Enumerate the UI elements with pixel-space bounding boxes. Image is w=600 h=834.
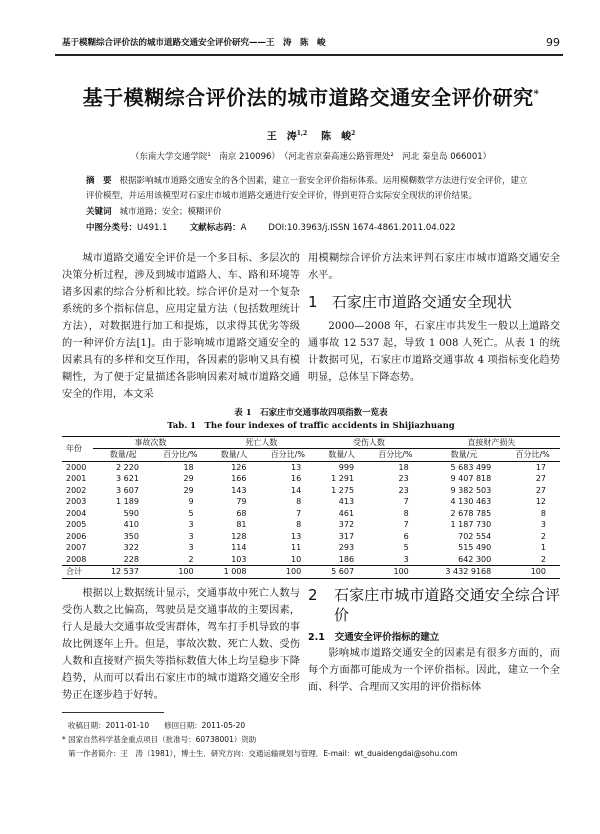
- table-cell: 999: [338, 462, 355, 472]
- total-cell: 100: [368, 566, 423, 579]
- table-cell: 413: [338, 497, 355, 507]
- total-cell: 3 432 9168: [423, 566, 506, 579]
- table-cell: 3 607: [116, 485, 139, 495]
- table-row: [62, 496, 560, 508]
- table-cell: 8: [403, 508, 409, 518]
- table-cell: 8: [296, 497, 302, 507]
- table-cell: 372: [338, 520, 355, 530]
- table-cell: 186: [338, 554, 355, 564]
- table-cell: 3: [403, 554, 409, 564]
- table-cell: 7: [403, 520, 409, 530]
- intro-paragraph-continued: 用模糊综合评价方法来评判石家庄市城市道路交通安全水平。: [308, 252, 560, 281]
- right-column-top: [308, 250, 560, 403]
- column-header: 百分比/%: [368, 449, 423, 462]
- doi: DOI:10.3963/j.ISSN 1674-4861.2011.04.022: [268, 222, 456, 233]
- year-cell: 2004: [66, 508, 87, 518]
- table-cell: 1 187 730: [450, 520, 492, 530]
- table-cell: 350: [123, 531, 139, 541]
- total-cell: 100: [505, 566, 560, 579]
- classification: [86, 221, 536, 236]
- table-caption: [62, 407, 560, 433]
- column-header: 数量/人: [208, 449, 261, 462]
- table-cell: 9 382 503: [450, 485, 492, 495]
- total-cell: 1 008: [208, 566, 261, 579]
- table-cell: 29: [183, 485, 194, 495]
- year-cell: 2006: [66, 531, 87, 541]
- footnote-dates: 收稿日期：2011-01-10 修回日期：2011-05-20: [68, 720, 246, 730]
- total-cell: 12 537: [93, 566, 152, 579]
- analysis-column: [62, 585, 300, 704]
- section-1-paragraph: 2000—2008 年，石家庄市共发生一般以上道路交通事故 12 537 起，导致 1 008 人死亡。从表 1 的统计数据可见，石家庄市道路交通事故 4 项指标变化趋势明显，总体呈下降态势。: [308, 320, 560, 383]
- section-1-heading: [308, 292, 560, 312]
- year-header: 年份: [62, 436, 93, 461]
- clc-label: 中图分类号：: [86, 222, 138, 233]
- column-header: 百分比/%: [505, 449, 560, 462]
- front-matter: [86, 174, 536, 236]
- year-cell: 2003: [66, 497, 87, 507]
- table-row: [62, 485, 560, 497]
- table-cell: 3: [188, 531, 194, 541]
- table-cell: 12: [535, 497, 546, 507]
- table-row: [62, 531, 560, 543]
- keywords: [86, 205, 536, 220]
- authors: [62, 127, 560, 144]
- table-cell: 13: [290, 462, 302, 472]
- table-cell: 2: [540, 531, 546, 541]
- year-cell: 2007: [66, 543, 87, 553]
- table-cell: 3: [540, 520, 546, 530]
- table-cell: 27: [535, 474, 546, 484]
- abstract-label: 摘 要: [86, 175, 112, 186]
- subsection-title: 交通安全评价指标的建立: [334, 631, 440, 643]
- author-affiliation-mark: 2: [351, 129, 356, 137]
- author-name: 王 涛: [266, 130, 297, 142]
- table-cell: 27: [535, 485, 546, 495]
- section-2-paragraph: 影响城市道路交通安全的因素是有很多方面的，而每个方面都可能成为一个评价指标。因此，建立一个全面、科学、合理而又实用的评价指标体: [308, 647, 560, 693]
- table-cell: 8: [540, 508, 546, 518]
- year-cell: 2008: [66, 554, 87, 564]
- section-2-heading: [308, 585, 560, 625]
- column-header: 数量/起: [93, 449, 152, 462]
- table-cell: 322: [123, 543, 139, 553]
- table-cell: 410: [123, 520, 139, 530]
- paper-title: [62, 82, 560, 111]
- year-cell: 2001: [66, 474, 87, 484]
- table-row: [62, 554, 560, 566]
- table-cell: 10: [290, 554, 302, 564]
- table-cell: 23: [398, 474, 409, 484]
- accident-table: [62, 436, 560, 579]
- column-header: 数量/元: [423, 449, 506, 462]
- year-cell: 2005: [66, 520, 87, 530]
- table-cell: 128: [231, 531, 247, 541]
- table-total-row: [62, 566, 560, 579]
- section-title: 石家庄市道路交通安全现状: [331, 292, 512, 311]
- table-cell: 317: [338, 531, 355, 541]
- total-cell: 5 607: [315, 566, 368, 579]
- table-cell: 2 678 785: [450, 508, 492, 518]
- table-cell: 68: [236, 508, 247, 518]
- clc-value: U491.1: [137, 222, 168, 233]
- intro-left-column: [62, 250, 300, 403]
- footnote-fund: * 国家自然科学基金重点项目（批准号：60738001）资助: [62, 734, 257, 744]
- table-cell: 7: [403, 497, 409, 507]
- section-number: 2: [308, 585, 318, 604]
- year-cell: 2002: [66, 485, 87, 495]
- doc-code-value: A: [240, 222, 247, 233]
- section-title: 石家庄市城市道路交通安全综合评价: [334, 585, 560, 624]
- table-cell: 642 300: [458, 554, 492, 564]
- table-cell: 79: [236, 497, 247, 507]
- table-cell: 702 554: [458, 531, 492, 541]
- table-cell: 126: [231, 462, 247, 472]
- table-cell: 228: [123, 554, 139, 564]
- table-cell: 18: [398, 462, 409, 472]
- total-cell: 100: [261, 566, 316, 579]
- table-cell: 143: [231, 485, 247, 495]
- abstract-text: 根据影响城市道路交通安全的各个因素，建立一套安全评价指标体系。运用模糊数学方法进行安全评价，建立评价模型，并运用该模型对石家庄市城市道路交通进行安全评价，得到更符合实际安全现状的评价结果。: [86, 175, 528, 201]
- abstract: [86, 174, 536, 204]
- group-header: 死亡人数: [208, 436, 316, 449]
- subsection-number: 2.1: [308, 631, 325, 643]
- body-bottom: [62, 585, 560, 704]
- table-cell: 2: [188, 554, 194, 564]
- table-cell: 9 407 818: [450, 474, 492, 484]
- table-cell: 103: [231, 554, 247, 564]
- affiliation: （东南大学交通学院¹ 南京 210096） （河北省京秦高速公路管理处² 河北 秦皇岛 066001）: [130, 151, 492, 162]
- table-row: [62, 519, 560, 531]
- table-cell: 16: [290, 474, 302, 484]
- group-header: 直接财产损失: [423, 436, 560, 449]
- table-cell: 5: [188, 508, 194, 518]
- doc-code-label: 文献标志码：: [189, 222, 241, 233]
- group-header: 事故次数: [93, 436, 207, 449]
- table-cell: 1: [540, 543, 546, 553]
- keywords-label: 关键词: [86, 206, 112, 217]
- table-cell: 4 130 463: [450, 497, 492, 507]
- table-cell: 13: [290, 531, 302, 541]
- page-number: 99: [546, 36, 560, 49]
- table-cell: 590: [123, 508, 139, 518]
- table-cell: 3: [188, 520, 194, 530]
- table-cell: 2: [540, 554, 546, 564]
- table-cell: 293: [338, 543, 355, 553]
- footnotes: [62, 719, 560, 761]
- table-row: [62, 461, 560, 473]
- table-cell: 8: [296, 520, 302, 530]
- intro-paragraph: 城市道路交通安全评价是一个多目标、多层次的决策分析过程，涉及到城市道路人、车、路和环境等诸多因素的综合分析和比较。综合评价是对一个复杂系统的多个指标信息，应用定量方法（包括数理统计方法），对数据进行加工和提炼，以求得其优劣等级的一种评价方法[1]。由于影响城市道路交通安全的因素具有的多样和交互作用，各因素的影响又具有模糊性，为了便于定量描述各影响因素对城市道路交通安全的作用，本文采: [62, 252, 300, 400]
- total-cell: 100: [153, 566, 208, 579]
- column-header: 百分比/%: [261, 449, 316, 462]
- subsection-heading: [308, 630, 560, 645]
- author-affiliation-mark: 1,2: [296, 129, 308, 137]
- table-row: [62, 542, 560, 554]
- group-header: 受伤人数: [315, 436, 423, 449]
- title-text: 基于模糊综合评价法的城市道路交通安全评价研究: [82, 85, 534, 110]
- section-2: [308, 585, 560, 704]
- table-cell: 515 490: [458, 543, 492, 553]
- table-cell: 11: [290, 543, 302, 553]
- footnote-rule: [62, 712, 164, 713]
- table-caption-en: Tab. 1 The four indexes of traffic accidents in Shijiazhuang: [167, 420, 455, 431]
- body-top: [62, 250, 560, 403]
- table-cell: 18: [183, 462, 194, 472]
- table-row: [62, 508, 560, 520]
- total-label: 合计: [62, 566, 93, 579]
- table-cell: 81: [236, 520, 247, 530]
- table-cell: 461: [338, 508, 355, 518]
- section-number: 1: [308, 292, 318, 311]
- table-cell: 5: [403, 543, 409, 553]
- column-header: 数量/人: [315, 449, 368, 462]
- table-caption-cn: 表 1 石家庄市交通事故四项指数一览表: [234, 407, 388, 418]
- table-cell: 3 621: [116, 474, 139, 484]
- table-cell: 2 220: [116, 462, 139, 472]
- author-name: 陈 峻: [321, 130, 352, 142]
- running-header: [55, 36, 563, 56]
- table-cell: 6: [403, 531, 409, 541]
- footnote-author: 第一作者简介：王 涛（1981），博士生．研究方向：交通运输规划与管理．E-mail：wt_duaidengdai@sohu.com: [68, 748, 458, 758]
- table-cell: 23: [398, 485, 409, 495]
- table-cell: 7: [296, 508, 302, 518]
- column-header: 百分比/%: [153, 449, 208, 462]
- table-cell: 17: [535, 462, 546, 472]
- table-cell: 29: [183, 474, 194, 484]
- analysis-paragraph: 根据以上数据统计显示，交通事故中死亡人数与受伤人数之比偏高，驾驶员是交通事故的主要因素，行人是最大交通事故受害群体，驾车打手机导致的事故比例逐年上升。但是，事故次数、死亡人数、受伤人数和直接财产损失等指标数值大体上均呈稳步下降趋势，从而可以看出石家庄市的城市道路交通安全形势正在逐步趋于好转。: [62, 587, 300, 701]
- table-cell: 3: [188, 543, 194, 553]
- table-cell: 114: [231, 543, 247, 553]
- year-cell: 2000: [66, 462, 87, 472]
- table-cell: 9: [188, 497, 194, 507]
- table-cell: 5 683 499: [450, 462, 492, 472]
- table-cell: 1 291: [331, 474, 355, 484]
- table-cell: 14: [290, 485, 302, 495]
- keywords-text: 城市道路；安全；模糊评价: [119, 206, 222, 217]
- page: [62, 36, 560, 771]
- table-cell: 1 275: [331, 485, 355, 495]
- running-header-text: 基于模糊综合评价法的城市道路交通安全评价研究——王 涛 陈 峻: [62, 38, 326, 48]
- title-footnote-mark: *: [533, 89, 540, 100]
- table-row: [62, 473, 560, 485]
- table-cell: 166: [231, 474, 247, 484]
- table-cell: 1 189: [116, 497, 139, 507]
